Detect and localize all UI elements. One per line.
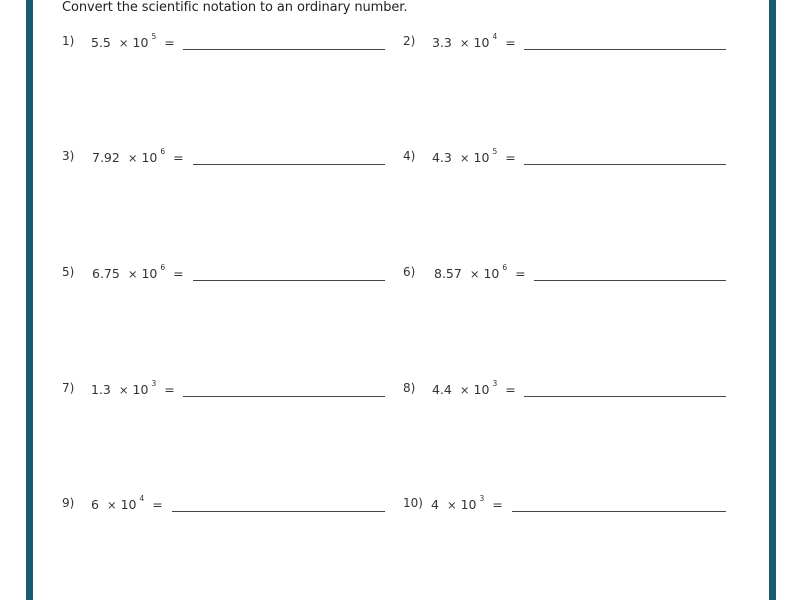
problem-6	[403, 265, 733, 289]
problem-4	[403, 149, 733, 173]
problem-expression	[432, 147, 516, 165]
times-sign: ×	[469, 267, 480, 281]
problem-3	[62, 149, 392, 173]
problem-expression	[432, 32, 516, 50]
times-sign: ×	[127, 151, 138, 165]
exponent: 3	[492, 379, 498, 388]
times-sign: ×	[446, 498, 457, 512]
problem-number: 2)	[403, 34, 416, 48]
answer-blank[interactable]	[512, 511, 726, 512]
coefficient: 1.3	[91, 382, 111, 397]
problem-expression	[91, 379, 175, 397]
exponent: 3	[479, 494, 485, 503]
base: 10	[473, 150, 490, 165]
equals-sign: =	[492, 497, 503, 512]
problem-number: 7)	[62, 381, 75, 395]
problem-expression	[434, 263, 526, 281]
answer-blank[interactable]	[534, 280, 726, 281]
equals-sign: =	[515, 266, 526, 281]
problem-10	[403, 496, 733, 520]
problem-9	[62, 496, 392, 520]
exponent: 6	[160, 263, 166, 272]
coefficient: 6.75	[92, 266, 120, 281]
exponent: 6	[502, 263, 508, 272]
problem-expression	[91, 494, 163, 512]
equals-sign: =	[152, 497, 163, 512]
times-sign: ×	[127, 267, 138, 281]
page-border-left	[26, 0, 33, 600]
problem-2	[403, 34, 733, 58]
problem-number: 5)	[62, 265, 75, 279]
base: 10	[141, 150, 158, 165]
problem-expression	[92, 263, 184, 281]
exponent: 4	[139, 494, 145, 503]
times-sign: ×	[459, 383, 470, 397]
answer-blank[interactable]	[193, 164, 385, 165]
coefficient: 8.57	[434, 266, 462, 281]
exponent: 5	[492, 147, 498, 156]
base: 10	[141, 266, 158, 281]
answer-blank[interactable]	[172, 511, 385, 512]
coefficient: 3.3	[432, 35, 452, 50]
base: 10	[132, 382, 149, 397]
problem-number: 1)	[62, 34, 75, 48]
problem-number: 10)	[403, 496, 423, 510]
answer-blank[interactable]	[183, 396, 385, 397]
equals-sign: =	[505, 150, 516, 165]
exponent: 4	[492, 32, 498, 41]
problem-expression	[91, 32, 175, 50]
problem-5	[62, 265, 392, 289]
equals-sign: =	[173, 266, 184, 281]
coefficient: 4	[431, 497, 439, 512]
times-sign: ×	[459, 36, 470, 50]
equals-sign: =	[173, 150, 184, 165]
coefficient: 5.5	[91, 35, 111, 50]
base: 10	[460, 497, 477, 512]
problem-number: 8)	[403, 381, 416, 395]
problem-expression	[92, 147, 184, 165]
coefficient: 4.3	[432, 150, 452, 165]
times-sign: ×	[118, 383, 129, 397]
problem-number: 9)	[62, 496, 75, 510]
answer-blank[interactable]	[524, 396, 726, 397]
answer-blank[interactable]	[524, 49, 726, 50]
times-sign: ×	[118, 36, 129, 50]
base: 10	[473, 382, 490, 397]
base: 10	[120, 497, 137, 512]
base: 10	[132, 35, 149, 50]
equals-sign: =	[505, 382, 516, 397]
exponent: 3	[151, 379, 157, 388]
problem-8	[403, 381, 733, 405]
base: 10	[473, 35, 490, 50]
problem-expression	[431, 494, 503, 512]
times-sign: ×	[459, 151, 470, 165]
answer-blank[interactable]	[183, 49, 385, 50]
times-sign: ×	[106, 498, 117, 512]
answer-blank[interactable]	[524, 164, 726, 165]
equals-sign: =	[164, 382, 175, 397]
problem-number: 6)	[403, 265, 416, 279]
equals-sign: =	[505, 35, 516, 50]
problem-7	[62, 381, 392, 405]
answer-blank[interactable]	[193, 280, 385, 281]
problem-number: 3)	[62, 149, 75, 163]
base: 10	[483, 266, 500, 281]
page-border-right	[769, 0, 776, 600]
coefficient: 6	[91, 497, 99, 512]
exponent: 5	[151, 32, 157, 41]
problem-1	[62, 34, 392, 58]
equals-sign: =	[164, 35, 175, 50]
exponent: 6	[160, 147, 166, 156]
problem-expression	[432, 379, 516, 397]
coefficient: 7.92	[92, 150, 120, 165]
problem-number: 4)	[403, 149, 416, 163]
coefficient: 4.4	[432, 382, 452, 397]
worksheet-instruction: Convert the scientific notation to an ordinary number.	[62, 0, 408, 15]
